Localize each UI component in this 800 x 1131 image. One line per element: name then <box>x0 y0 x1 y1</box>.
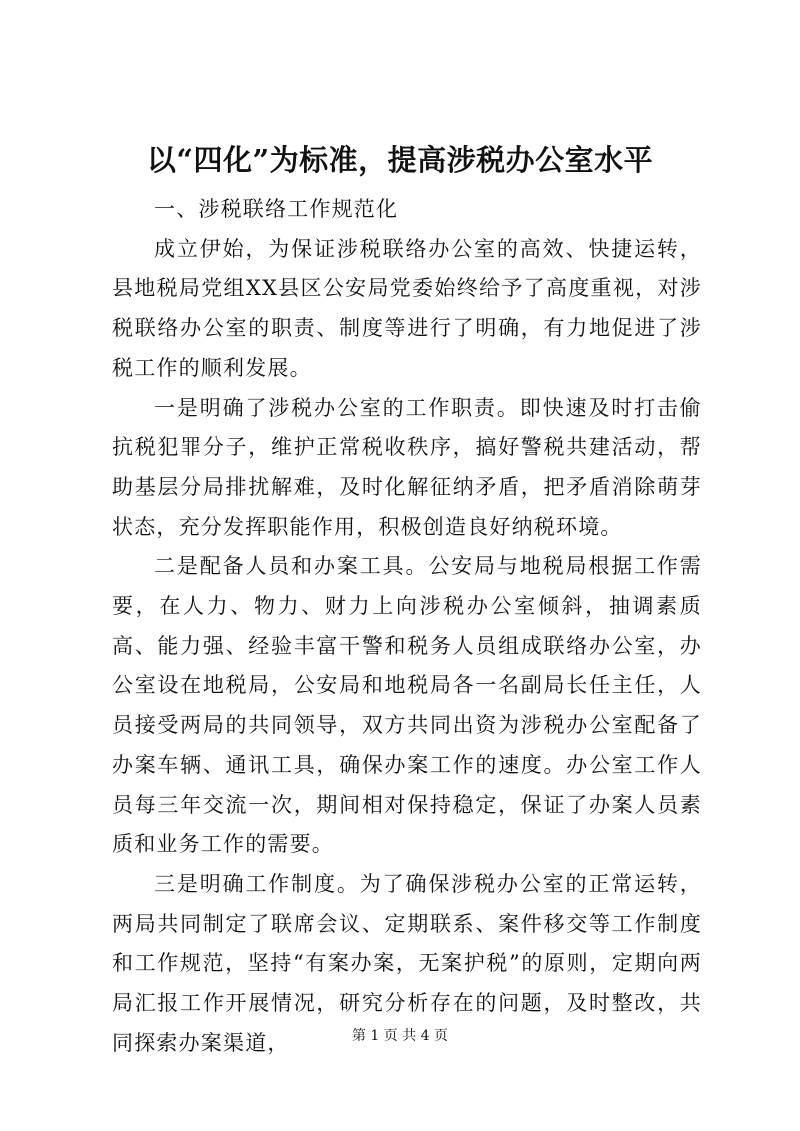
body-paragraph: 成立伊始，为保证涉税联络办公室的高效、快捷运转，县地税局党组XX县区公安局党委始终给予了高度重视，对涉税联络办公室的职责、制度等进行了明确，有力地促进了涉税工作的顺利发展。 <box>112 236 702 380</box>
document-title: 以“四化”为标准，提高涉税办公室水平 <box>146 143 654 177</box>
document-body <box>112 190 702 1063</box>
section-heading: 一、涉税联络工作规范化 <box>154 197 399 221</box>
body-paragraph: 三是明确工作制度。为了确保涉税办公室的正常运转，两局共同制定了联席会议、定期联系、案件移交等工作制度和工作规范，坚持“有案办案，无案护税”的原则，定期向两局汇报工作开展情况，研究分析存在的问题，及时整改，共同探索办案渠道， <box>112 871 702 1055</box>
body-paragraph: 二是配备人员和办案工具。公安局与地税局根据工作需要，在人力、物力、财力上向涉税办公室倾斜，抽调素质高、能力强、经验丰富干警和税务人员组成联络办公室，办公室设在地税局，公安局和地税局各一名副局长任主任，人员接受两局的共同领导，双方共同出资为涉税办公室配备了办案车辆、通讯工具，确保办案工作的速度。办公室工作人员每三年交流一次，期间相对保持稳定，保证了办案人员素质和业务工作的需要。 <box>112 554 702 857</box>
page-footer: 第 1 页 共 4 页 <box>351 1028 449 1044</box>
body-paragraph: 一是明确了涉税办公室的工作职责。即快速及时打击偷抗税犯罪分子，维护正常税收秩序，搞好警税共建活动，帮助基层分局排扰解难，及时化解征纳矛盾，把矛盾消除萌芽状态，充分发挥职能作用，积极创造良好纳税环境。 <box>112 395 702 539</box>
